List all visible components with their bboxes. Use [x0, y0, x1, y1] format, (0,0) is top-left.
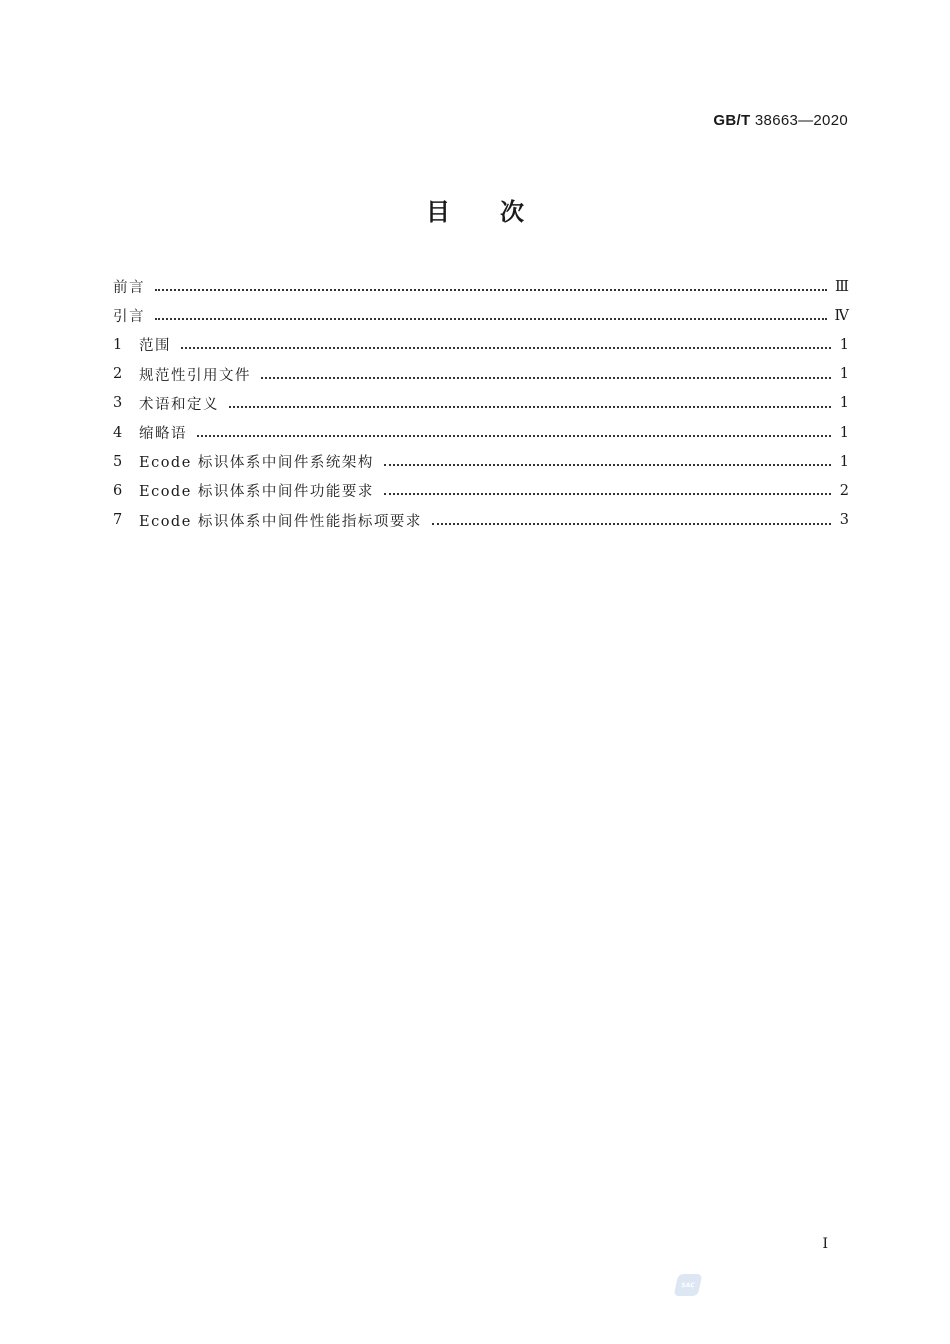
- toc-entry-label: 范围: [139, 338, 171, 355]
- dot-leader: [197, 434, 831, 437]
- toc-entry-label: 引言: [113, 309, 145, 326]
- toc-entry-page: 2: [839, 482, 849, 499]
- toc-entry-page: 1: [839, 336, 849, 353]
- toc-title: 目次: [426, 198, 574, 226]
- toc-entry-functional-requirements[interactable]: [113, 476, 849, 505]
- standard-code: [713, 112, 848, 129]
- standard-prefix: GB/T: [713, 112, 751, 129]
- toc-entry-page: Ⅳ: [834, 307, 849, 324]
- toc-entry-number: 3: [113, 395, 123, 412]
- toc-entry-label: 前言: [113, 280, 145, 297]
- toc-entry-number: 7: [113, 512, 123, 529]
- toc-entry-page: 1: [839, 395, 849, 412]
- dot-leader: [181, 346, 831, 349]
- table-of-contents: [113, 272, 849, 535]
- toc-entry-number: 5: [113, 453, 123, 470]
- toc-entry-terms-definitions[interactable]: [113, 389, 849, 418]
- toc-entry-page: 1: [839, 366, 849, 383]
- dot-leader: [155, 288, 827, 291]
- toc-entry-page: 1: [839, 424, 849, 441]
- sac-watermark-logo: [674, 1274, 703, 1296]
- toc-entry-abbreviations[interactable]: [113, 418, 849, 447]
- watermark-text: SAC: [680, 1281, 696, 1289]
- dot-leader: [261, 376, 831, 379]
- toc-entry-performance-requirements[interactable]: [113, 506, 849, 535]
- toc-entry-number: 6: [113, 482, 123, 499]
- dot-leader: [384, 463, 831, 466]
- standard-number: 38663—2020: [754, 112, 848, 129]
- toc-entry-number: 4: [113, 424, 123, 441]
- toc-entry-page: 1: [839, 453, 849, 470]
- toc-entry-label: Ecode 标识体系中间件功能要求: [139, 484, 374, 501]
- toc-entry-label: 术语和定义: [139, 396, 219, 413]
- toc-entry-number: 1: [113, 336, 123, 353]
- dot-leader: [229, 405, 831, 408]
- dot-leader: [155, 317, 827, 320]
- toc-entry-foreword[interactable]: [113, 272, 849, 301]
- toc-entry-scope[interactable]: [113, 330, 849, 359]
- toc-entry-label: Ecode 标识体系中间件性能指标项要求: [139, 513, 422, 530]
- toc-entry-label: Ecode 标识体系中间件系统架构: [139, 455, 374, 472]
- toc-entry-introduction[interactable]: [113, 301, 849, 330]
- toc-entry-page: Ⅲ: [835, 278, 849, 295]
- toc-entry-system-architecture[interactable]: [113, 447, 849, 476]
- dot-leader: [384, 492, 831, 495]
- toc-entry-label: 缩略语: [139, 426, 187, 443]
- page-number: I: [822, 1236, 828, 1252]
- toc-entry-normative-references[interactable]: [113, 360, 849, 389]
- toc-entry-number: 2: [113, 366, 123, 383]
- toc-entry-page: 3: [839, 512, 849, 529]
- dot-leader: [432, 522, 831, 525]
- toc-entry-label: 规范性引用文件: [139, 367, 251, 384]
